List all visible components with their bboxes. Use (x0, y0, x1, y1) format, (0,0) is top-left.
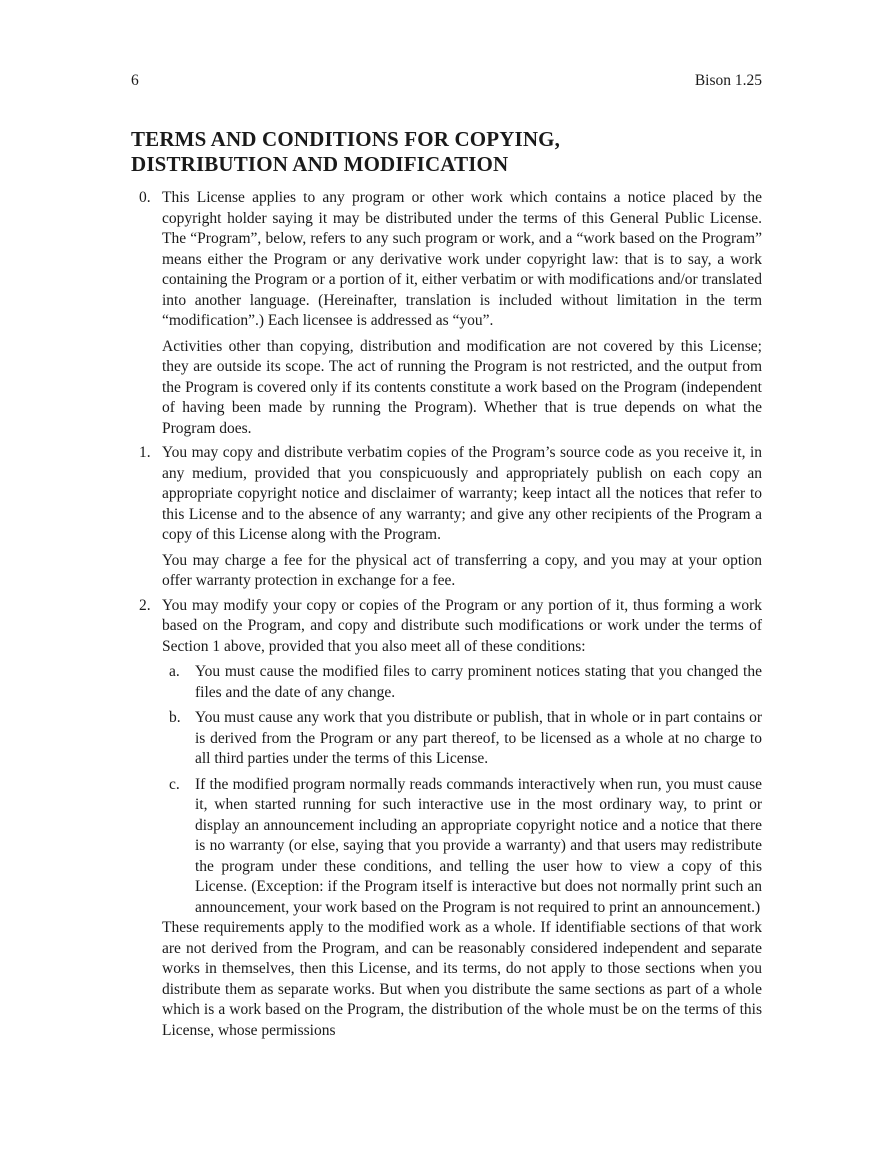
paragraph: These requirements apply to the modified work as a whole. If identifiable sections of that work are not derived from the Program, and can be reasonably considered independent and separate works in themselves, then this License, and its terms, do not apply to those sections when you distribute them as separate works. But when you distribute the same sections as part of a whole which is a work based on the Program, the distribution of the whole must be on the terms of this License, whose permissions (162, 919, 762, 1039)
paragraph: You must cause the modified files to carry prominent notices stating that you changed the files and the date of any change. (195, 663, 762, 701)
paragraph: This License applies to any program or other work which contains a notice placed by the copyright holder saying it may be distributed under the terms of this General Public License. The “Program”, below, refers to any such program or work, and a “work based on the Program” means either the Program or any derivative work under copyright law: that is to say, a work containing the Program or a portion of it, either verbatim or with modifications and/or translated into another language. (Hereinafter, translation is included without limitation in the term “modification”.) Each licensee is addressed as “you”. (162, 189, 762, 329)
sublist-item-c (162, 775, 762, 919)
page-number: 6 (131, 72, 139, 89)
paragraph: You must cause any work that you distribute or publish, that in whole or in part contains or is derived from the Program or any part thereof, to be licensed as a whole at no charge to all third parties under the terms of this License. (195, 709, 762, 767)
sublist-marker: a. (169, 663, 180, 680)
sublist-item-a (162, 662, 762, 703)
paragraph: If the modified program normally reads commands interactively when run, you must cause it, when started running for such interactive use in the most ordinary way, to print or display an announcement including an appropriate copyright notice and a notice that there is no warranty (or else, saying that you provide a warranty) and that users may redistribute the program under these conditions, and telling the user how to view a copy of this License. (Exception: if the Program itself is interactive but does not normally print such an announcement, your work based on the Program is not required to print an announcement.) (195, 775, 762, 916)
sublist-marker: b. (169, 709, 181, 726)
list-item-1 (131, 443, 762, 592)
list-item-2 (131, 596, 762, 1042)
section-title-line-1: TERMS AND CONDITIONS FOR COPYING, (131, 127, 561, 151)
section-title-line-2: DISTRIBUTION AND MODIFICATION (131, 152, 509, 176)
list-marker: 0. (139, 189, 151, 206)
running-title: Bison 1.25 (694, 72, 762, 89)
paragraph: You may copy and distribute verbatim copies of the Program’s source code as you receive it, in any medium, provided that you conspicuously and appropriately publish on each copy an appropriate copyright notice and disclaimer of warranty; keep intact all the notices that refer to this License and to the absence of any warranty; and give any other recipients of the Program a copy of this License along with the Program. (162, 444, 762, 543)
section-title (131, 127, 762, 177)
paragraph: Activities other than copying, distribution and modification are not covered by this License; they are outside its scope. The act of running the Program is not restricted, and the output from the Program is covered only if its contents constitute a work based on the Program (independent of having been made by running the Program). Whether that is true depends on what the Program does. (162, 337, 762, 437)
sublist (162, 662, 762, 918)
list-marker: 2. (139, 596, 151, 614)
sublist-item-b (162, 708, 762, 770)
paragraph: You may modify your copy or copies of the Program or any portion of it, thus forming a work based on the Program, and copy and distribute such modifications or work under the terms of Section 1 above, provided that you also meet all of these conditions: (162, 596, 762, 655)
paragraph: You may charge a fee for the physical act of transferring a copy, and you may at your option offer warranty protection in exchange for a fee. (162, 551, 762, 589)
list-item-0 (131, 188, 762, 439)
list-marker: 1. (139, 444, 151, 461)
license-terms-list (131, 188, 762, 1041)
running-head (131, 70, 762, 92)
sublist-marker: c. (169, 775, 180, 793)
